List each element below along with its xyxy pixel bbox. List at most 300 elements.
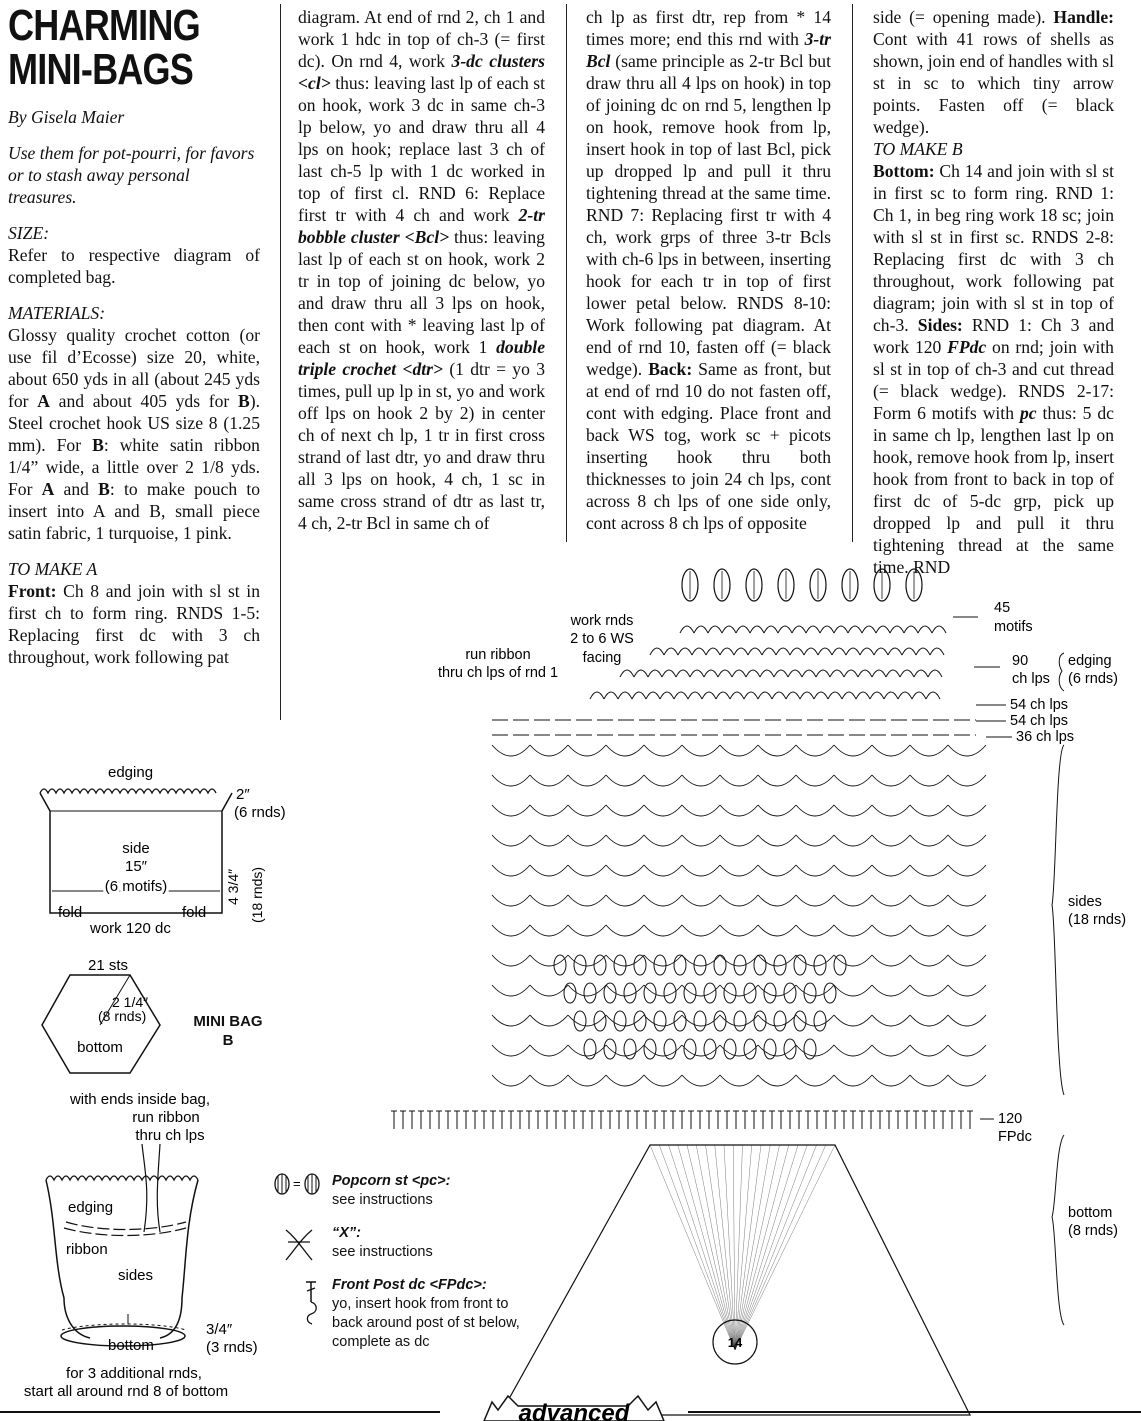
edging-shell — [694, 626, 708, 633]
chain-loop — [682, 835, 720, 846]
edging-shell — [716, 692, 730, 699]
chain-loop — [682, 775, 720, 786]
x-desc: see instructions — [332, 1244, 433, 1260]
column-2 — [298, 6, 545, 534]
chain-loop — [910, 985, 948, 996]
edging-shell — [834, 626, 848, 633]
edging-shell — [888, 648, 902, 655]
popcorn-stitch — [724, 1039, 736, 1059]
chain-loop — [568, 865, 606, 876]
chain-loop — [834, 925, 872, 936]
bag-a-side-label: side — [122, 840, 150, 857]
edging-shell — [730, 692, 744, 699]
chain-loop — [682, 865, 720, 876]
edging-shell — [848, 626, 862, 633]
popcorn-icon — [272, 1172, 328, 1196]
chain-loop — [606, 895, 644, 906]
popcorn-stitch — [704, 1039, 716, 1059]
edging-shell — [758, 692, 772, 699]
bag-a-fold-right: fold — [182, 904, 207, 921]
edging-shell — [874, 648, 888, 655]
chain-loop — [644, 925, 682, 936]
chain-loop — [530, 745, 568, 756]
bag-b-edging-scallops — [46, 1176, 198, 1180]
edging-shell — [862, 626, 876, 633]
chain-loop — [834, 955, 872, 966]
popcorn-stitch — [614, 1011, 626, 1031]
chain-loop — [910, 835, 948, 846]
bag-a-motifs: (6 motifs) — [104, 878, 168, 895]
edging-shell — [604, 692, 618, 699]
chain-loop — [758, 775, 796, 786]
chain-loop — [530, 835, 568, 846]
col4-text-2: Bottom: Ch 14 and join with sl st in first sc to form ring. RND 1: Ch 1, in beg ring work 18 sc; join with sl st in first sc. RNDS 2-8: Replacing first dc with 3 ch throughout, work following pat diagram; join with sl st in top of ch-3. Sides: RND 1: Ch 3 and work 120 FPdc on rnd; join with sl st in top of ch-3 and cut thread (= black wedge). RNDS 2-17: Form 6 motifs with pc thus: 5 dc in same ch lp, lengthen last lp on hook, remove hook from lp, insert hook from front to back in top of first dc of 5-dc grp, pick up dropped lp and pull it thru tightening thread at the same time. RND — [873, 161, 1114, 577]
fpdc-name: Front Post dc <FPdc>: — [332, 1277, 487, 1293]
chain-loop — [530, 955, 568, 966]
edging-shell — [912, 692, 926, 699]
edging-shell — [844, 670, 858, 677]
popcorn-stitch — [694, 1011, 706, 1031]
chain-loop — [872, 1075, 910, 1086]
edging-shell — [778, 626, 792, 633]
chain-loop — [606, 775, 644, 786]
chain-loop — [606, 805, 644, 816]
chain-loop — [948, 835, 986, 846]
edging-shell — [708, 626, 722, 633]
chain-loop — [530, 925, 568, 936]
popcorn-stitch — [734, 1011, 746, 1031]
chain-loop — [910, 1015, 948, 1026]
brace-bottom — [1052, 1135, 1064, 1325]
edging-shell — [750, 626, 764, 633]
bag-b-ribbon-end — [142, 1144, 147, 1232]
edging-shell — [890, 626, 904, 633]
bag-b-ribbon-line — [66, 1222, 186, 1230]
popcorn-stitch — [834, 955, 846, 975]
edging-shell — [650, 648, 664, 655]
chain-loop — [834, 1045, 872, 1056]
edging-shell — [734, 648, 748, 655]
popcorn-stitch — [804, 1039, 816, 1059]
label-45: 45 — [994, 600, 1011, 616]
edging-shell — [842, 692, 856, 699]
popcorn-stitch — [784, 983, 796, 1003]
chain-loop — [796, 865, 834, 876]
edging-shell — [932, 626, 946, 633]
label-edging: edging — [1068, 653, 1112, 669]
edging-shell — [648, 670, 662, 677]
popcorn-stitch — [594, 955, 606, 975]
chain-loop — [682, 805, 720, 816]
edging-shell — [762, 648, 776, 655]
bottom-spoke — [735, 1145, 826, 1350]
label-90: 90 — [1012, 653, 1029, 669]
page-title: CHARMING MINI-BAGS — [8, 1, 200, 94]
bottom-spoke — [696, 1145, 735, 1350]
chain-loop — [720, 805, 758, 816]
edging-shell — [790, 648, 804, 655]
edging-shell — [830, 670, 844, 677]
edging-shell — [718, 670, 732, 677]
chain-loop — [758, 805, 796, 816]
chain-loop — [682, 745, 720, 756]
edging-shell — [918, 626, 932, 633]
bag-a-schematic — [0, 755, 286, 945]
popcorn-stitch — [644, 983, 656, 1003]
chain-loop — [720, 835, 758, 846]
bag-b-note-3: thru ch lps — [135, 1127, 205, 1144]
edging-shell — [876, 626, 890, 633]
chain-loop — [910, 925, 948, 936]
chain-loop — [492, 775, 530, 786]
bag-a-side-rnds: (18 rnds) — [249, 866, 265, 923]
chain-loop — [910, 955, 948, 966]
bag-b-rnds: (3 rnds) — [206, 1339, 258, 1356]
x-name: “X”: — [332, 1225, 361, 1241]
edging-shell — [632, 692, 646, 699]
label-work-rnds-1: work rnds — [570, 613, 634, 629]
edging-shell — [674, 692, 688, 699]
chain-loop — [948, 865, 986, 876]
edging-shell — [660, 692, 674, 699]
edging-shell — [722, 626, 736, 633]
edging-shell — [916, 648, 930, 655]
chain-loop — [834, 835, 872, 846]
chain-loop — [834, 775, 872, 786]
chain-loop — [834, 745, 872, 756]
edging-shell — [872, 670, 886, 677]
chain-loop — [796, 745, 834, 756]
chain-loop — [606, 745, 644, 756]
chain-loop — [530, 1015, 568, 1026]
chain-loop — [834, 1075, 872, 1086]
bottom-spoke — [735, 1145, 807, 1350]
chain-loop — [872, 925, 910, 936]
edging-shell — [856, 692, 870, 699]
chain-loop — [492, 805, 530, 816]
chain-loop — [872, 1045, 910, 1056]
edging-shell — [886, 670, 900, 677]
popcorn-stitch — [704, 983, 716, 1003]
bag-a-width: 15″ — [125, 858, 147, 875]
popcorn-name: Popcorn st <pc>: — [332, 1173, 451, 1189]
popcorn-stitch — [664, 983, 676, 1003]
chain-loop — [910, 1045, 948, 1056]
bottom-spoke — [735, 1145, 798, 1350]
label-54-b: 54 ch lps — [1010, 713, 1069, 729]
popcorn-stitch — [664, 1039, 676, 1059]
edging-shell — [904, 626, 918, 633]
chain-loop — [834, 985, 872, 996]
materials-text: Glossy quality crochet cotton (or use fil d’Ecosse) size 20, white, about 650 yds in all (about 245 yds for A and about 405 yds for B). Steel crochet hook US size 8 (1.25 mm). For B: white satin ribbon 1/4” wide, a little over 2 1/8 yds. For A and B: to make pouch to insert into A and B, small piece satin fabric, 1 turquoise, 1 pink. — [8, 325, 260, 543]
chain-loop — [796, 925, 834, 936]
bag-a-fold-left: fold — [58, 904, 83, 921]
chain-loop — [948, 895, 986, 906]
legend-x — [272, 1224, 532, 1262]
chain-loop — [644, 1075, 682, 1086]
popcorn-stitch — [684, 983, 696, 1003]
chain-loop — [530, 865, 568, 876]
column-divider — [280, 4, 281, 720]
edging-shell — [898, 692, 912, 699]
chain-loop — [796, 835, 834, 846]
popcorn-stitch — [744, 983, 756, 1003]
chain-loop — [644, 1015, 682, 1026]
edging-shell — [804, 648, 818, 655]
chain-loop — [682, 895, 720, 906]
label-run-ribbon-1: run ribbon — [465, 647, 531, 663]
chain-loop — [948, 955, 986, 966]
edging-shell — [688, 692, 702, 699]
chain-loop — [644, 775, 682, 786]
chain-loop — [758, 1015, 796, 1026]
popcorn-stitch — [714, 955, 726, 975]
edging-shell — [692, 648, 706, 655]
popcorn-stitch — [714, 1011, 726, 1031]
popcorn-stitch — [784, 1039, 796, 1059]
bottom-outline — [500, 1145, 970, 1415]
chain-loop — [872, 865, 910, 876]
chain-loop — [720, 1045, 758, 1056]
minibag-label: MINI BAG B — [193, 1013, 263, 1049]
popcorn-stitch — [794, 1011, 806, 1031]
chain-loop — [606, 1075, 644, 1086]
chain-loop — [758, 1075, 796, 1086]
edging-shell — [736, 626, 750, 633]
chain-loop — [568, 805, 606, 816]
make-b-heading: TO MAKE B — [873, 139, 963, 159]
chain-loop — [758, 895, 796, 906]
popcorn-stitch — [824, 983, 836, 1003]
chain-loop — [758, 745, 796, 756]
bag-b-dim: 3/4″ — [206, 1321, 233, 1338]
bottom-spoke — [735, 1145, 752, 1350]
edging-shell — [634, 670, 648, 677]
intro-text: Use them for pot-pourri, for favors or to stash away personal treasures. — [8, 143, 255, 207]
column-divider — [852, 4, 853, 542]
chain-loop — [568, 1075, 606, 1086]
chain-loop — [758, 835, 796, 846]
chain-loop — [606, 835, 644, 846]
edging-shell — [760, 670, 774, 677]
popcorn-stitch — [754, 955, 766, 975]
chain-loop — [948, 1045, 986, 1056]
edging-shell — [902, 648, 916, 655]
chain-loop — [872, 775, 910, 786]
chain-loop — [492, 835, 530, 846]
materials-heading: MATERIALS: — [8, 303, 106, 323]
edging-shell — [746, 670, 760, 677]
bag-b-ribbon: ribbon — [66, 1241, 108, 1258]
author-byline: By Gisela Maier — [8, 107, 125, 127]
chain-loop — [568, 745, 606, 756]
bottom-spoke — [735, 1145, 789, 1350]
footer-rule-left — [0, 1411, 440, 1413]
bag-b-bottom: bottom — [108, 1337, 154, 1354]
fpdc-icon — [300, 1276, 330, 1326]
chain-loop — [948, 985, 986, 996]
popcorn-desc: see instructions — [332, 1192, 433, 1208]
popcorn-stitch — [564, 983, 576, 1003]
label-motifs: motifs — [994, 619, 1033, 635]
edging-shell — [620, 670, 634, 677]
edging-shell — [816, 670, 830, 677]
chain-loop — [796, 895, 834, 906]
edging-shell — [814, 692, 828, 699]
label-sides: sides — [1068, 894, 1102, 910]
chain-loop — [834, 865, 872, 876]
edging-shell — [884, 692, 898, 699]
chain-loop — [948, 775, 986, 786]
edging-shell — [744, 692, 758, 699]
bag-b-outline-right — [160, 1180, 198, 1338]
edging-shell — [776, 648, 790, 655]
chain-loop — [872, 1015, 910, 1026]
chain-loop — [682, 1045, 720, 1056]
bag-b-schematic — [10, 1082, 280, 1412]
chain-loop — [644, 745, 682, 756]
label-fpdc: FPdc — [998, 1129, 1032, 1145]
column-divider — [566, 4, 567, 542]
bag-b-footnote-2: start all around rnd 8 of bottom — [23, 1383, 229, 1400]
edging-shell — [860, 648, 874, 655]
edging-shell — [930, 648, 944, 655]
label-bottom: bottom — [1068, 1205, 1113, 1221]
chain-loop — [758, 925, 796, 936]
edging-shell — [764, 626, 778, 633]
edging-shell — [806, 626, 820, 633]
bag-a-edge-height: 2″ — [236, 786, 250, 803]
chain-loop — [834, 1015, 872, 1026]
chain-loop — [568, 775, 606, 786]
chain-loop — [948, 745, 986, 756]
chain-loop — [720, 745, 758, 756]
popcorn-stitch — [764, 1039, 776, 1059]
chain-loop — [568, 925, 606, 936]
chain-loop — [872, 985, 910, 996]
chain-loop — [910, 775, 948, 786]
edging-shell — [720, 648, 734, 655]
bag-a-side-height: 4 3/4″ — [225, 868, 241, 905]
chain-loop — [530, 1045, 568, 1056]
edging-shell — [858, 670, 872, 677]
make-a-heading: TO MAKE A — [8, 559, 98, 579]
bag-b-note-2: run ribbon — [132, 1109, 200, 1126]
popcorn-stitch — [724, 983, 736, 1003]
chain-loop — [834, 805, 872, 816]
legend-popcorn — [272, 1172, 532, 1210]
chain-loop — [872, 805, 910, 816]
chain-loop — [530, 1075, 568, 1086]
label-120: 120 — [998, 1111, 1023, 1127]
edging-shell — [664, 648, 678, 655]
chain-loop — [530, 775, 568, 786]
svg-text:=: = — [293, 1176, 301, 1191]
popcorn-stitch — [624, 1039, 636, 1059]
bag-a-edging-label: edging — [108, 764, 154, 781]
edging-shell — [846, 648, 860, 655]
chain-loop — [682, 1075, 720, 1086]
chain-loop — [872, 955, 910, 966]
bag-a-work-label: work 120 dc — [90, 920, 171, 937]
chain-loop — [796, 1075, 834, 1086]
chain-loop — [720, 865, 758, 876]
popcorn-stitch — [814, 1011, 826, 1031]
edging-shell — [914, 670, 928, 677]
edging-shell — [788, 670, 802, 677]
edging-shell — [690, 670, 704, 677]
label-sides-rnds: (18 rnds) — [1068, 912, 1127, 928]
bottom-spoke — [735, 1145, 817, 1350]
popcorn-stitch — [634, 1011, 646, 1031]
chain-loop — [606, 865, 644, 876]
chain-loop — [492, 745, 530, 756]
chain-loop — [492, 955, 530, 966]
hexagon-schematic — [30, 955, 170, 1080]
chain-loop — [568, 895, 606, 906]
chain-loop — [492, 1015, 530, 1026]
edging-shell — [772, 692, 786, 699]
bag-a-edging-scallops — [40, 789, 216, 793]
edging-shell — [680, 626, 694, 633]
size-text: Refer to respective diagram of completed bag. — [8, 245, 260, 287]
label-center-ring: 14 — [727, 1335, 743, 1350]
hexagon-label: bottom — [77, 1039, 123, 1056]
label-edging-rnds: (6 rnds) — [1068, 671, 1118, 687]
chain-loop — [568, 835, 606, 846]
chain-loop — [872, 835, 910, 846]
brace-sides — [1052, 745, 1064, 1095]
chain-loop — [796, 805, 834, 816]
col2-text: diagram. At end of rnd 2, ch 1 and work 1 hdc in top of ch-3 (= first dc). On rnd 4, work 3-dc clusters <cl> thus: leaving last lp of each st on hook, work 3 dc in same ch-3 lp below, yo and draw thru all 4 lps on hook; replace last 3 ch of last ch-5 lp with 1 dc worked in top of first cl. RND 6: Replace first tr with 4 ch and work 2-tr bobble cluster <Bcl> thus: leaving last lp of each st on hook, work 2 tr in top of joining dc below, yo and draw thru all 3 lps on hook, then cont with * leaving last lp of each st on hook, work 1 double triple crochet <dtr> (1 dtr = yo 3 times, pull up lp in st, yo and work off lps on hook 2 by 2) in center ch of next ch lp, 1 tr in first cross strand of last dtr, yo and draw thru all 3 lps on hook, 4 ch, 1 sc in same cross strand of dtr as last tr, 4 ch, 2-tr Bcl in same ch of — [298, 7, 545, 533]
chain-loop — [644, 805, 682, 816]
popcorn-stitch — [644, 1039, 656, 1059]
hexagon-sts: 21 sts — [88, 957, 129, 974]
chain-loop — [948, 805, 986, 816]
bag-b-sides: sides — [118, 1267, 154, 1284]
popcorn-stitch — [774, 955, 786, 975]
edging-shell — [706, 648, 720, 655]
edging-shell — [792, 626, 806, 633]
edging-shell — [732, 670, 746, 677]
edging-shell — [590, 692, 604, 699]
chain-loop — [948, 925, 986, 936]
footer-rule-right — [688, 1411, 1141, 1413]
edging-shell — [676, 670, 690, 677]
brace-edging — [1059, 653, 1064, 691]
edging-shell — [800, 692, 814, 699]
column-4 — [873, 6, 1114, 578]
fpdc-desc: yo, insert hook from front to back around post of st below, complete as dc — [332, 1296, 520, 1350]
bottom-spoke — [735, 1145, 770, 1350]
edging-shell — [646, 692, 660, 699]
chain-loop — [834, 895, 872, 906]
legend-fpdc — [272, 1276, 532, 1352]
x-stitch-icon — [282, 1224, 322, 1264]
bottom-spoke — [678, 1145, 735, 1350]
chain-loop — [492, 895, 530, 906]
popcorn-stitch — [574, 1011, 586, 1031]
edging-shell — [704, 670, 718, 677]
label-54-a: 54 ch lps — [1010, 697, 1069, 713]
chain-loop — [492, 865, 530, 876]
bag-b-note-1: with ends inside bag, — [69, 1091, 211, 1108]
chain-loop — [492, 985, 530, 996]
bottom-spoke — [735, 1145, 835, 1350]
chain-loop — [492, 925, 530, 936]
label-work-rnds-2: 2 to 6 WS — [570, 631, 634, 647]
edging-shell — [818, 648, 832, 655]
